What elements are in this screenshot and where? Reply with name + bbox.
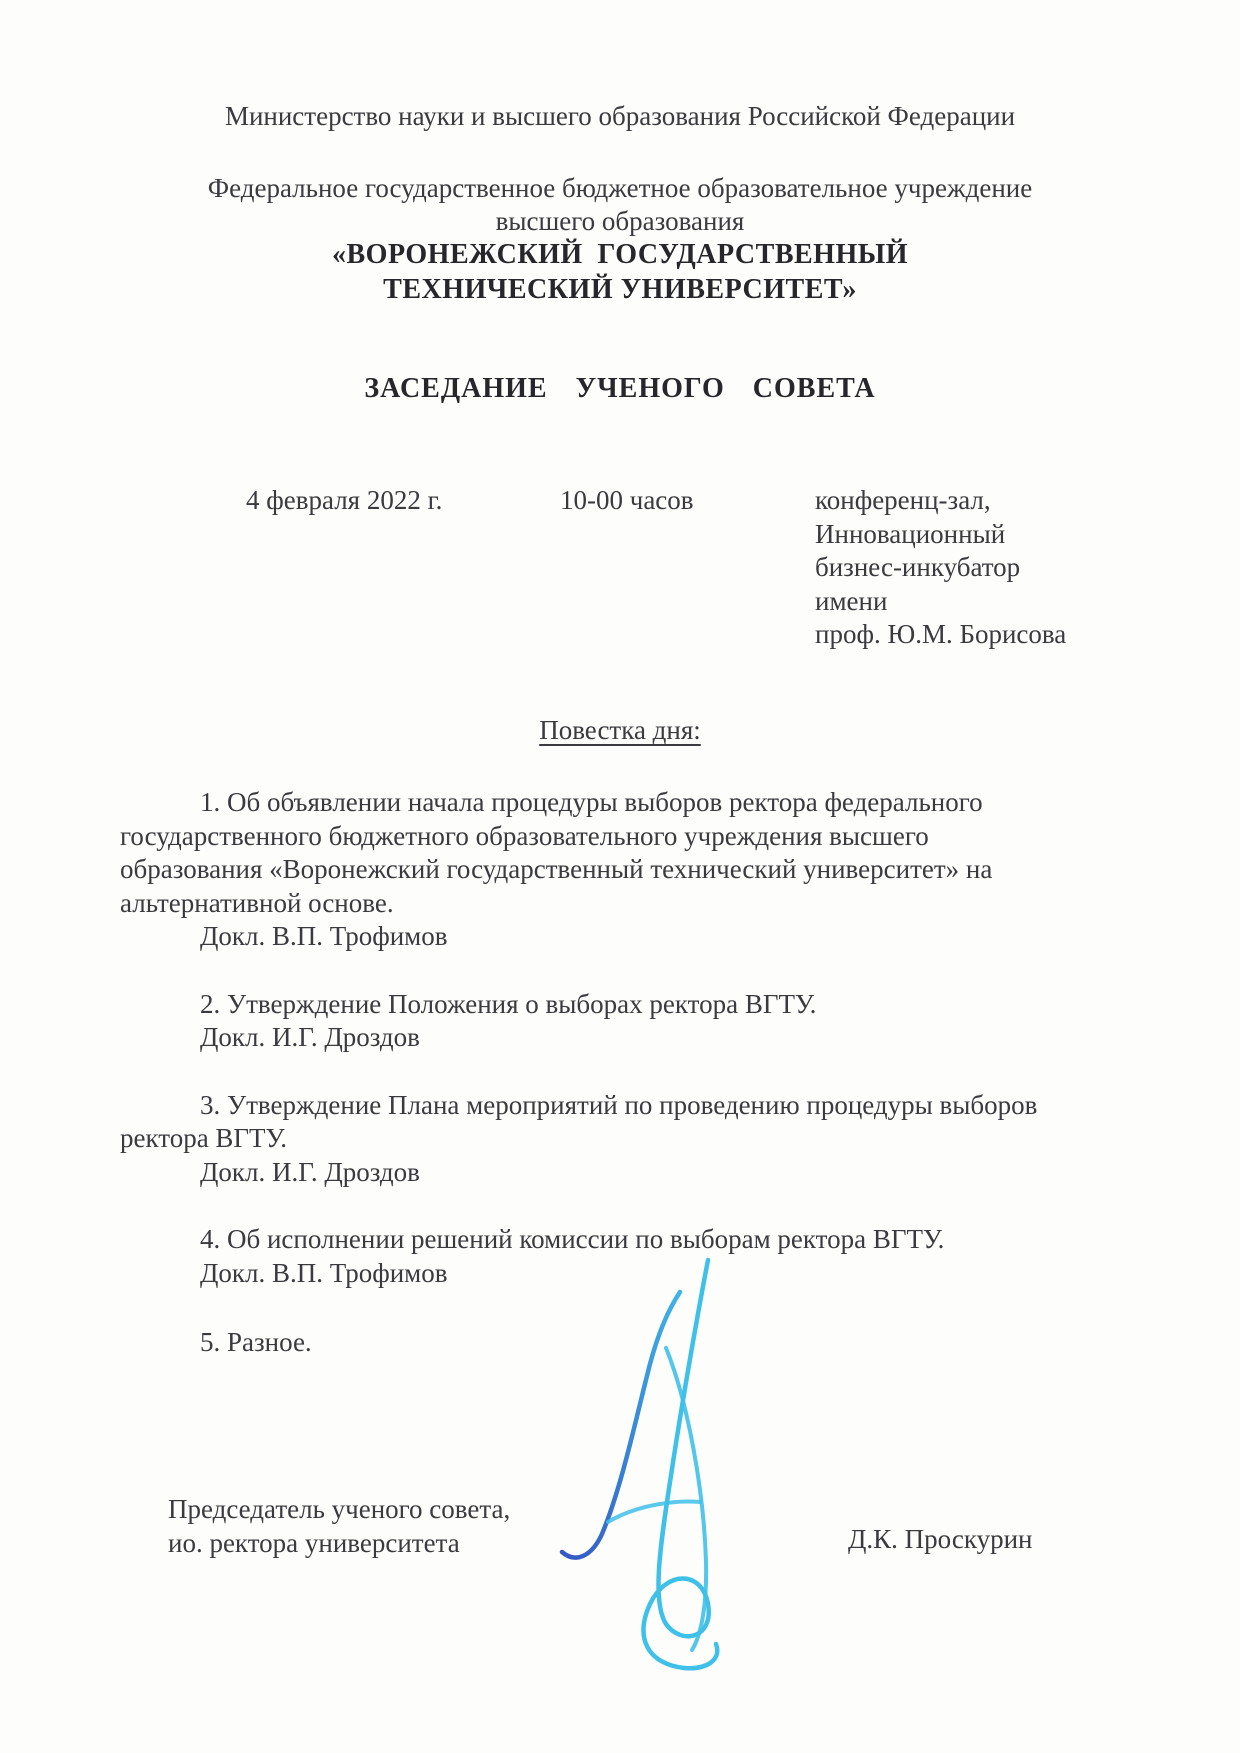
signatory-name: Д.К. Проскурин [848,1524,1033,1554]
location-line: проф. Ю.М. Борисова [815,619,1067,649]
meeting-location [815,484,1075,652]
university-name-line-2: ТЕХНИЧЕСКИЙ УНИВЕРСИТЕТ» [383,274,857,305]
agenda-item-line: государственного бюджетного образовательного учреждения высшего [120,820,929,851]
signature-image [548,1252,818,1672]
institution-line-1: Федеральное государственное бюджетное образовательное учреждение [207,173,1033,203]
location-line: конференц-зал, [815,485,991,515]
agenda-item-speaker: Докл. В.П. Трофимов [200,921,448,951]
agenda-item-line: 2. Утверждение Положения о выборах ректора ВГТУ. [200,988,817,1019]
agenda-heading: Повестка дня: [539,715,701,745]
location-line: бизнес-инкубатор имени [815,552,1021,616]
agenda-item-1 [120,786,1130,954]
agenda-item-speaker: Докл. В.П. Трофимов [200,1257,448,1288]
agenda-item-line: ректора ВГТУ. [120,1123,287,1153]
signatory-position-line: Председатель ученого совета, [168,1494,511,1524]
institution-line-2: высшего образования [495,206,745,236]
agenda-item-2 [120,988,1130,1055]
agenda-item-line: 5. Разное. [200,1327,312,1357]
signatory-position [168,1492,510,1560]
agenda-item-speaker: Докл. И.Г. Дроздов [200,1022,420,1052]
document-title: ЗАСЕДАНИЕ УЧЕНОГО СОВЕТА [364,373,876,404]
agenda-item-speaker: Докл. И.Г. Дроздов [200,1156,420,1187]
location-line: Инновационный [815,518,1006,549]
agenda-item-line: альтернативной основе. [120,887,394,918]
agenda-item-line: образования «Воронежский государственный технический университет» на [120,854,993,884]
agenda-item-line: 3. Утверждение Плана мероприятий по проведению процедуры выборов [200,1089,1038,1120]
signatory-position-line: ио. ректора университета [168,1528,460,1558]
ministry-line: Министерство науки и высшего образования Российской Федерации [224,101,1016,131]
meeting-date: 4 февраля 2022 г. [246,485,443,515]
agenda-item-3 [120,1089,1130,1190]
meeting-time: 10-00 часов [560,485,694,515]
agenda-item-line: 4. Об исполнении решений комиссии по выборам ректора ВГТУ. [200,1224,945,1254]
university-name-line-1: «ВОРОНЕЖСКИЙ ГОСУДАРСТВЕННЫЙ [331,239,909,270]
agenda-item-line: 1. Об объявлении начала процедуры выборов ректора федерального [200,787,983,817]
